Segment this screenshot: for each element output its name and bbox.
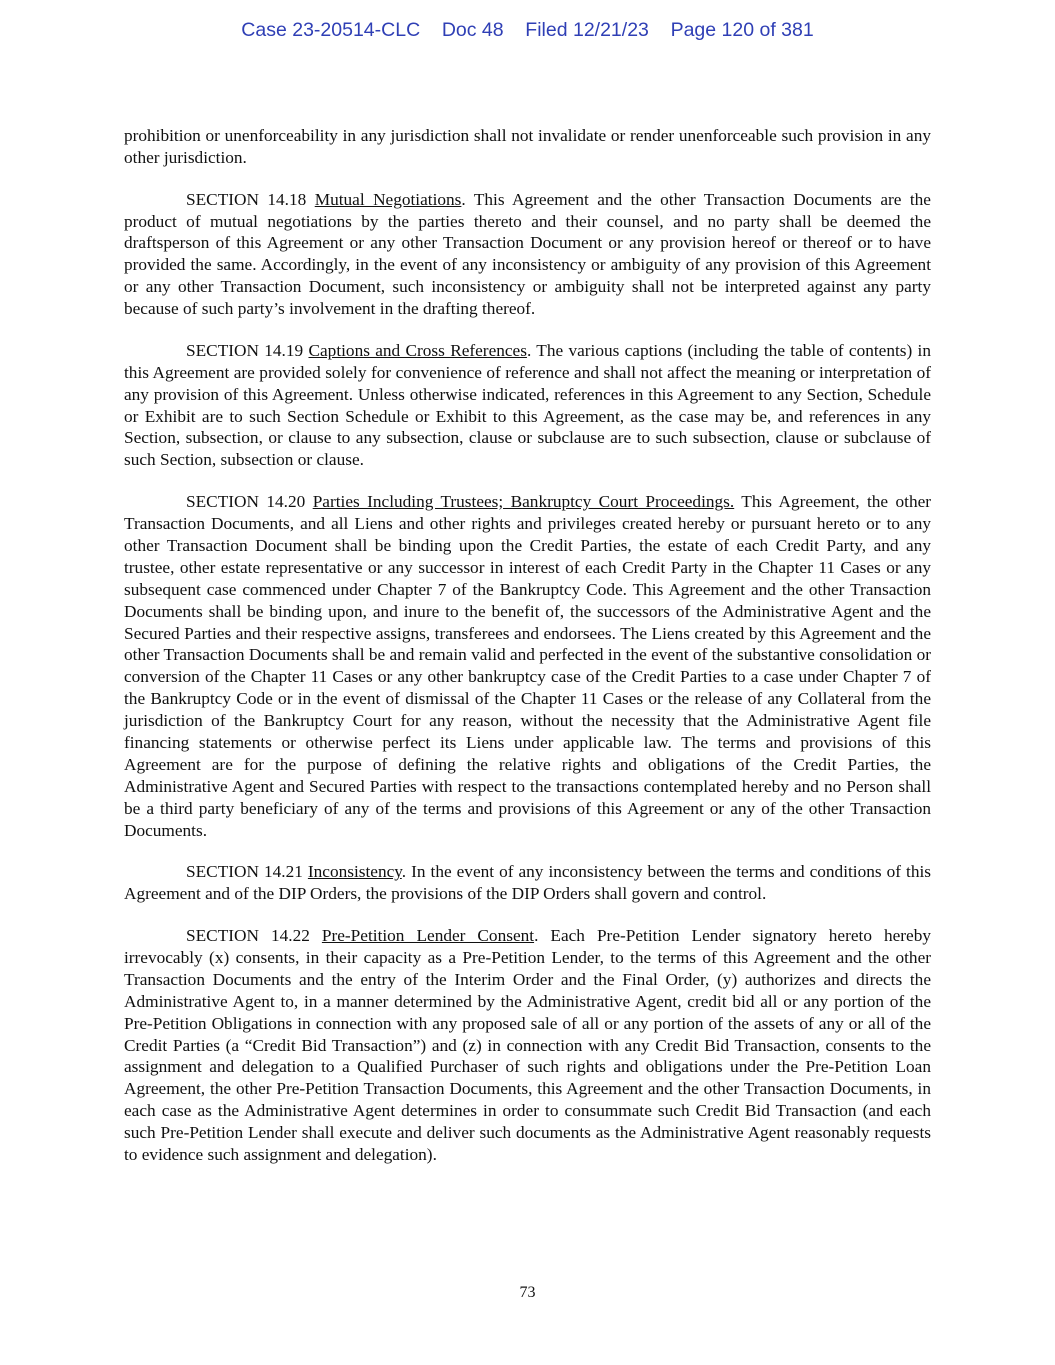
section-14-21 (124, 861, 931, 905)
continuation-paragraph: prohibition or unenforceability in any jurisdiction shall not invalidate or render unenforceable such provision in any other jurisdiction. (124, 126, 931, 167)
section-title: Captions and Cross References (308, 340, 527, 360)
section-title: Parties Including Trustees; Bankruptcy Court Proceedings. (312, 492, 735, 512)
section-title: Pre-Petition Lender Consent (321, 925, 535, 945)
case-number: Case 23-20514-CLC (241, 19, 421, 41)
section-14-18 (124, 189, 931, 320)
section-number: SECTION 14.22 (186, 925, 310, 945)
section-text: . Each Pre-Petition Lender signatory hereto hereby irrevocably (x) consents, in their capacity as a Pre-Petition Lender, to the terms of this Agreement and the other Transaction Documents and the entry of the Interim Order and the Final Order, (y) authorizes and directs the Administrative Agent to, in a manner determined by the Administrative Agent, credit bid all or any portion of the Pre-Petition Obligations in connection with any proposed sale of all or any portion of the assets of any or all of the Credit Parties (a “Credit Bid Transaction”) and (z) in connection with any Credit Bid Transaction, consents to the assignment and delegation to a Qualified Purchaser of such rights and obligations under the Pre-Petition Loan Agreement, the other Pre-Petition Transaction Documents, this Agreement and the other Transaction Documents, in each case as the Administrative Agent determines in order to consummate such Credit Bid Transaction (and each such Pre-Petition Lender shall execute and deliver such documents as the Administrative Agent reasonably requests to evidence such assignment and delegation). (124, 925, 932, 1165)
page-number: 73 (519, 1284, 536, 1301)
section-14-20 (124, 491, 931, 842)
section-14-19 (124, 340, 931, 471)
doc-number: Doc 48 (441, 19, 504, 41)
section-number: SECTION 14.18 (186, 189, 307, 209)
filed-date: Filed 12/21/23 (525, 19, 649, 41)
section-text: . The various captions (including the table of contents) in this Agreement are provided solely for convenience of reference and shall not affect the meaning or interpretation of any provision of this Agreement. Unless otherwise indicated, references in this Agreement to any Section, Schedule or Exhibit are to such Section Schedule or Exhibit to this Agreement, as the case may be, and references in any Section, subsection, or clause to any subsection, clause or subclause are to such subsection, clause or subclause of such Section, subsection or clause. (124, 340, 932, 470)
section-number: SECTION 14.19 (186, 340, 304, 360)
page-count: Page 120 of 381 (670, 19, 814, 41)
section-text: This Agreement, the other Transaction Documents, and all Liens and other rights and privileges created hereby or pursuant hereto or to any other Transaction Document shall be binding upon the Credit Parties, the estate of each Credit Party, and any trustee, other estate representative or any successor in interest of each Credit Party in the Chapter 11 Cases or any subsequent case commenced under Chapter 7 of the Bankruptcy Code. This Agreement and the other Transaction Documents shall be binding upon, and inure to the benefit of, the successors of the Administrative Agent and the Secured Parties and their respective assigns, transferees and endorsees. The Liens created by this Agreement and the other Transaction Documents shall be and remain valid and perfected in the event of the substantive consolidation or conversion of the Chapter 11 Cases or any other bankruptcy case of the Credit Parties to a case under Chapter 7 of the Bankruptcy Code or in the event of dismissal of the Chapter 11 Cases or the release of any Collateral from the jurisdiction of the Bankruptcy Court for any reason, without the necessity that the Administrative Agent file financing statements or otherwise perfect its Liens under applicable law. The terms and provisions of this Agreement are for the purpose of defining the relative rights and obligations of the Credit Parties, the Administrative Agent and Secured Parties with respect to the transactions contemplated hereby and no Person shall be a third party beneficiary of any of the terms and provisions of this Agreement or any of the other Transaction Documents. (124, 492, 932, 840)
section-title: Inconsistency (307, 862, 402, 882)
section-title: Mutual Negotiations (314, 189, 462, 209)
section-text: . This Agreement and the other Transaction Documents are the product of mutual negotiations by the parties thereto and their counsel, and no party shall be deemed the draftsperson of this Agreement or any other Transaction Document or any provision hereof or thereof or to have provided the same. Accordingly, in the event of any inconsistency or ambiguity of any provision of this Agreement or any other Transaction Document, such inconsistency or ambiguity shall not be interpreted against any party because of such party’s involvement in the drafting thereof. (124, 189, 931, 319)
section-14-22 (124, 925, 931, 1166)
section-text: . In the event of any inconsistency between the terms and conditions of this Agreement and of the DIP Orders, the provisions of the DIP Orders shall govern and control. (124, 862, 931, 904)
section-number: SECTION 14.20 (186, 492, 306, 512)
case-header (0, 19, 1055, 42)
document-body (124, 125, 931, 1186)
section-number: SECTION 14.21 (186, 862, 303, 882)
